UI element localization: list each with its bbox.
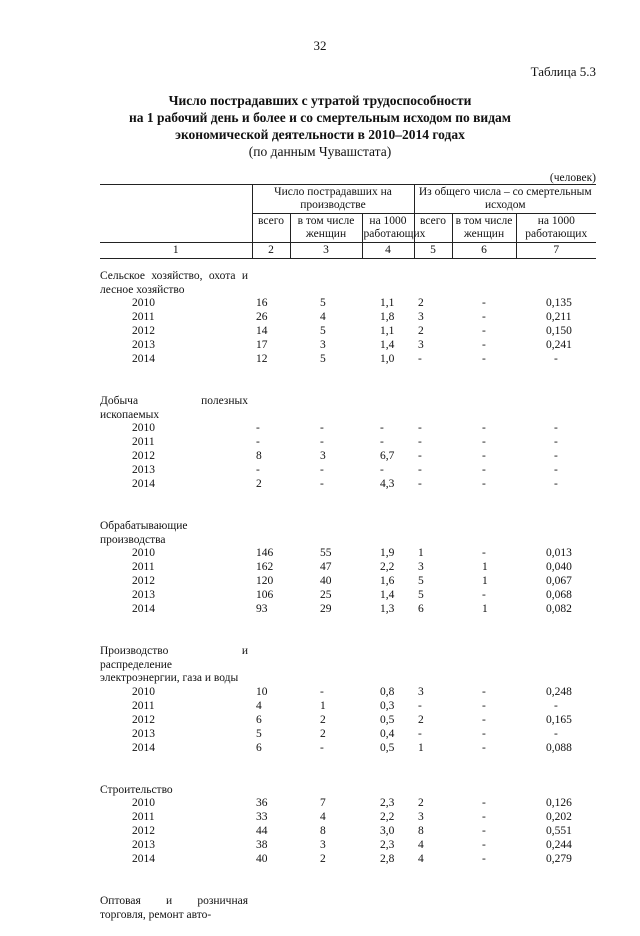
table-row bbox=[100, 839, 596, 853]
cell: 5 bbox=[418, 589, 424, 601]
header-sub-fatal-total: всего bbox=[414, 214, 452, 243]
industry-name: Производство и распределение электроэнергии, газа и воды bbox=[100, 645, 248, 684]
table-row bbox=[100, 297, 596, 311]
table-row bbox=[100, 811, 596, 825]
cell: 0,8 bbox=[380, 685, 395, 698]
year-cell: 2010 bbox=[132, 685, 155, 698]
cell: - bbox=[482, 478, 486, 490]
cell: - bbox=[418, 422, 422, 434]
cell: 3 bbox=[418, 811, 424, 823]
industry-section bbox=[100, 784, 596, 868]
cell: - bbox=[482, 436, 486, 448]
table-row bbox=[100, 714, 596, 728]
cell: 44 bbox=[256, 825, 268, 837]
cell: 1 bbox=[482, 603, 488, 615]
table-row bbox=[100, 422, 596, 436]
cell: 5 bbox=[418, 575, 424, 587]
year-cell: 2014 bbox=[132, 478, 155, 490]
cell: 0,082 bbox=[546, 603, 572, 615]
cell: - bbox=[554, 699, 558, 712]
cell: 40 bbox=[256, 853, 268, 865]
colnum: 6 bbox=[452, 243, 516, 259]
header-sub-fatal-women: в том числе женщин bbox=[452, 214, 516, 243]
year-cell: 2010 bbox=[132, 797, 155, 809]
cell: 2 bbox=[256, 478, 262, 490]
cell: - bbox=[482, 825, 486, 837]
cell: 0,5 bbox=[380, 741, 395, 754]
cell: 3,0 bbox=[380, 825, 395, 837]
table-row bbox=[100, 353, 596, 367]
cell: 1 bbox=[482, 575, 488, 587]
cell: 1,9 bbox=[380, 547, 395, 559]
year-cell: 2014 bbox=[132, 853, 155, 865]
table-row bbox=[100, 436, 596, 450]
cell: - bbox=[482, 353, 486, 365]
cell: - bbox=[418, 436, 422, 448]
cell: - bbox=[320, 685, 324, 698]
cell: 17 bbox=[256, 339, 268, 351]
cell: - bbox=[418, 464, 422, 476]
cell: - bbox=[418, 353, 422, 365]
year-cell: 2014 bbox=[132, 741, 155, 754]
colnum: 1 bbox=[100, 243, 252, 259]
year-cell: 2013 bbox=[132, 464, 155, 476]
cell: 162 bbox=[256, 561, 274, 573]
cell: 0,279 bbox=[546, 853, 572, 865]
table-label: Таблица 5.3 bbox=[530, 64, 596, 79]
cell: 0,135 bbox=[546, 297, 572, 309]
year-cell: 2011 bbox=[132, 436, 155, 448]
cell: 5 bbox=[320, 297, 326, 309]
table-row bbox=[100, 797, 596, 811]
industry-section bbox=[100, 270, 596, 367]
cell: - bbox=[482, 589, 486, 601]
cell: 1,8 bbox=[380, 311, 395, 323]
cell: - bbox=[554, 436, 558, 448]
cell: - bbox=[320, 436, 324, 448]
cell: 38 bbox=[256, 839, 268, 851]
cell: - bbox=[418, 699, 422, 712]
year-cell: 2010 bbox=[132, 297, 155, 309]
cell: - bbox=[482, 741, 486, 754]
cell: 2 bbox=[418, 325, 424, 337]
industry-section bbox=[100, 395, 596, 492]
cell: - bbox=[418, 478, 422, 490]
cell: 0,013 bbox=[546, 547, 572, 559]
cell: - bbox=[320, 422, 324, 434]
cell: 2,3 bbox=[380, 797, 395, 809]
cell: 0,088 bbox=[546, 741, 572, 754]
table-row bbox=[100, 700, 596, 714]
cell: 146 bbox=[256, 547, 274, 559]
cell: - bbox=[256, 422, 260, 434]
header-sub-total: всего bbox=[252, 214, 290, 243]
cell: 0,248 bbox=[546, 685, 572, 698]
cell: 4 bbox=[256, 699, 262, 712]
cell: - bbox=[380, 422, 384, 434]
table-title bbox=[0, 92, 640, 160]
cell: - bbox=[482, 811, 486, 823]
cell: - bbox=[482, 853, 486, 865]
cell: - bbox=[482, 699, 486, 712]
cell: 2 bbox=[418, 713, 424, 726]
cell: - bbox=[482, 797, 486, 809]
cell: 10 bbox=[256, 685, 268, 698]
table-row bbox=[100, 339, 596, 353]
cell: 0,150 bbox=[546, 325, 572, 337]
year-cell: 2011 bbox=[132, 561, 155, 573]
cell: 3 bbox=[320, 839, 326, 851]
cell: 0,241 bbox=[546, 339, 572, 351]
cell: 3 bbox=[418, 311, 424, 323]
cell: 55 bbox=[320, 547, 332, 559]
header-sub-per1000: на 1000 работающих bbox=[362, 214, 414, 243]
cell: - bbox=[554, 450, 558, 462]
cell: 16 bbox=[256, 297, 268, 309]
cell: - bbox=[482, 727, 486, 740]
year-cell: 2011 bbox=[132, 311, 155, 323]
table-row bbox=[100, 742, 596, 756]
cell: - bbox=[482, 685, 486, 698]
year-cell: 2014 bbox=[132, 353, 155, 365]
cell: 2,8 bbox=[380, 853, 395, 865]
year-cell: 2010 bbox=[132, 547, 155, 559]
industry-name: Сельское хозяйство, охота и лесное хозяйство bbox=[100, 270, 248, 296]
table-header bbox=[100, 184, 596, 259]
industry-name: Оптовая и розничная торговля, ремонт авто- bbox=[100, 895, 248, 921]
cell: 1 bbox=[418, 547, 424, 559]
cell: 47 bbox=[320, 561, 332, 573]
industry-section bbox=[100, 895, 596, 922]
industry-name: Обрабатывающие производства bbox=[100, 520, 188, 546]
cell: 1,1 bbox=[380, 325, 395, 337]
cell: 2 bbox=[418, 797, 424, 809]
cell: 2,2 bbox=[380, 811, 395, 823]
table-row bbox=[100, 825, 596, 839]
cell: 8 bbox=[256, 450, 262, 462]
cell: 120 bbox=[256, 575, 274, 587]
year-cell: 2012 bbox=[132, 450, 155, 462]
year-cell: 2013 bbox=[132, 339, 155, 351]
cell: 7 bbox=[320, 797, 326, 809]
year-cell: 2012 bbox=[132, 575, 155, 587]
cell: 33 bbox=[256, 811, 268, 823]
table-row bbox=[100, 728, 596, 742]
industry-section bbox=[100, 520, 596, 617]
cell: - bbox=[554, 353, 558, 365]
cell: 3 bbox=[320, 339, 326, 351]
cell: 6 bbox=[256, 741, 262, 754]
colnum: 4 bbox=[362, 243, 414, 259]
cell: - bbox=[380, 464, 384, 476]
title-line-1: Число пострадавших с утратой трудоспособности bbox=[168, 93, 472, 108]
cell: 4,3 bbox=[380, 478, 395, 490]
cell: 29 bbox=[320, 603, 332, 615]
cell: 8 bbox=[320, 825, 326, 837]
cell: 3 bbox=[418, 561, 424, 573]
cell: - bbox=[320, 741, 324, 754]
cell: 3 bbox=[418, 685, 424, 698]
cell: - bbox=[482, 297, 486, 309]
cell: 6 bbox=[418, 603, 424, 615]
cell: 26 bbox=[256, 311, 268, 323]
colnum: 3 bbox=[290, 243, 362, 259]
cell: 1 bbox=[320, 699, 326, 712]
cell: - bbox=[554, 478, 558, 490]
cell: - bbox=[554, 727, 558, 740]
cell: 3 bbox=[320, 450, 326, 462]
year-cell: 2014 bbox=[132, 603, 155, 615]
cell: 6 bbox=[256, 713, 262, 726]
cell: - bbox=[554, 422, 558, 434]
cell: 6,7 bbox=[380, 450, 395, 462]
cell: - bbox=[256, 436, 260, 448]
cell: 0,5 bbox=[380, 713, 395, 726]
year-cell: 2012 bbox=[132, 325, 155, 337]
title-line-3: экономической деятельности в 2010–2014 годах bbox=[175, 127, 465, 142]
cell: 0,551 bbox=[546, 825, 572, 837]
cell: - bbox=[554, 464, 558, 476]
header-sub-fatal-per1000: на 1000 работающих bbox=[516, 214, 596, 243]
cell: 1,0 bbox=[380, 353, 395, 365]
cell: 25 bbox=[320, 589, 332, 601]
cell: 1,4 bbox=[380, 339, 395, 351]
cell: 2 bbox=[320, 727, 326, 740]
year-cell: 2010 bbox=[132, 422, 155, 434]
year-cell: 2011 bbox=[132, 699, 155, 712]
cell: - bbox=[482, 450, 486, 462]
cell: 5 bbox=[256, 727, 262, 740]
table-row bbox=[100, 547, 596, 561]
cell: 5 bbox=[320, 325, 326, 337]
table-body bbox=[100, 270, 596, 936]
cell: 0,3 bbox=[380, 699, 395, 712]
cell: 1,6 bbox=[380, 575, 395, 587]
cell: 1,1 bbox=[380, 297, 395, 309]
cell: 0,040 bbox=[546, 561, 572, 573]
cell: 0,068 bbox=[546, 589, 572, 601]
year-cell: 2013 bbox=[132, 839, 155, 851]
table-row bbox=[100, 478, 596, 492]
cell: - bbox=[320, 478, 324, 490]
cell: 4 bbox=[418, 853, 424, 865]
cell: 1 bbox=[482, 561, 488, 573]
cell: 0,126 bbox=[546, 797, 572, 809]
cell: - bbox=[482, 339, 486, 351]
cell: 1 bbox=[418, 741, 424, 754]
cell: 3 bbox=[418, 339, 424, 351]
cell: 8 bbox=[418, 825, 424, 837]
year-cell: 2013 bbox=[132, 589, 155, 601]
cell: 4 bbox=[320, 811, 326, 823]
colnum: 7 bbox=[516, 243, 596, 259]
page-number: 32 bbox=[313, 38, 327, 53]
cell: - bbox=[482, 422, 486, 434]
table-row bbox=[100, 589, 596, 603]
cell: 40 bbox=[320, 575, 332, 587]
cell: 2 bbox=[320, 853, 326, 865]
cell: 1,3 bbox=[380, 603, 395, 615]
year-cell: 2013 bbox=[132, 727, 155, 740]
cell: 0,067 bbox=[546, 575, 572, 587]
header-group-fatal: Из общего числа – со смертельным исходом bbox=[414, 185, 596, 214]
cell: 4 bbox=[418, 839, 424, 851]
table-row bbox=[100, 575, 596, 589]
cell: - bbox=[320, 464, 324, 476]
cell: 12 bbox=[256, 353, 268, 365]
cell: 2,3 bbox=[380, 839, 395, 851]
cell: 93 bbox=[256, 603, 268, 615]
cell: 0,4 bbox=[380, 727, 395, 740]
cell: 2,2 bbox=[380, 561, 395, 573]
table-row bbox=[100, 450, 596, 464]
cell: 106 bbox=[256, 589, 274, 601]
table-row bbox=[100, 464, 596, 478]
table-row bbox=[100, 561, 596, 575]
cell: - bbox=[256, 464, 260, 476]
header-sub-women: в том числе женщин bbox=[290, 214, 362, 243]
industry-name: Добыча полезных ископаемых bbox=[100, 395, 248, 421]
title-line-2: на 1 рабочий день и более и со смертельным исходом по видам bbox=[129, 110, 511, 125]
cell: 36 bbox=[256, 797, 268, 809]
cell: - bbox=[380, 436, 384, 448]
cell: - bbox=[482, 713, 486, 726]
table-row bbox=[100, 325, 596, 339]
table-row bbox=[100, 686, 596, 700]
cell: 14 bbox=[256, 325, 268, 337]
cell: - bbox=[418, 727, 422, 740]
cell: 0,244 bbox=[546, 839, 572, 851]
cell: - bbox=[482, 325, 486, 337]
year-cell: 2012 bbox=[132, 825, 155, 837]
table-row bbox=[100, 853, 596, 867]
cell: - bbox=[482, 311, 486, 323]
table-row bbox=[100, 603, 596, 617]
industry-name: Строительство bbox=[100, 783, 173, 796]
table-row bbox=[100, 311, 596, 325]
header-blank bbox=[100, 185, 252, 243]
cell: 0,211 bbox=[546, 311, 572, 323]
year-cell: 2012 bbox=[132, 713, 155, 726]
cell: - bbox=[418, 450, 422, 462]
cell: - bbox=[482, 547, 486, 559]
title-line-4: (по данным Чувашстата) bbox=[248, 144, 392, 159]
units-label: (человек) bbox=[549, 172, 596, 184]
header-group-injured: Число пострадавших на производстве bbox=[252, 185, 414, 214]
cell: 2 bbox=[320, 713, 326, 726]
industry-section bbox=[100, 645, 596, 756]
cell: 0,165 bbox=[546, 713, 572, 726]
cell: 0,202 bbox=[546, 811, 572, 823]
cell: 2 bbox=[418, 297, 424, 309]
year-cell: 2011 bbox=[132, 811, 155, 823]
cell: - bbox=[482, 839, 486, 851]
cell: 1,4 bbox=[380, 589, 395, 601]
cell: 4 bbox=[320, 311, 326, 323]
colnum: 5 bbox=[414, 243, 452, 259]
colnum: 2 bbox=[252, 243, 290, 259]
cell: - bbox=[482, 464, 486, 476]
cell: 5 bbox=[320, 353, 326, 365]
